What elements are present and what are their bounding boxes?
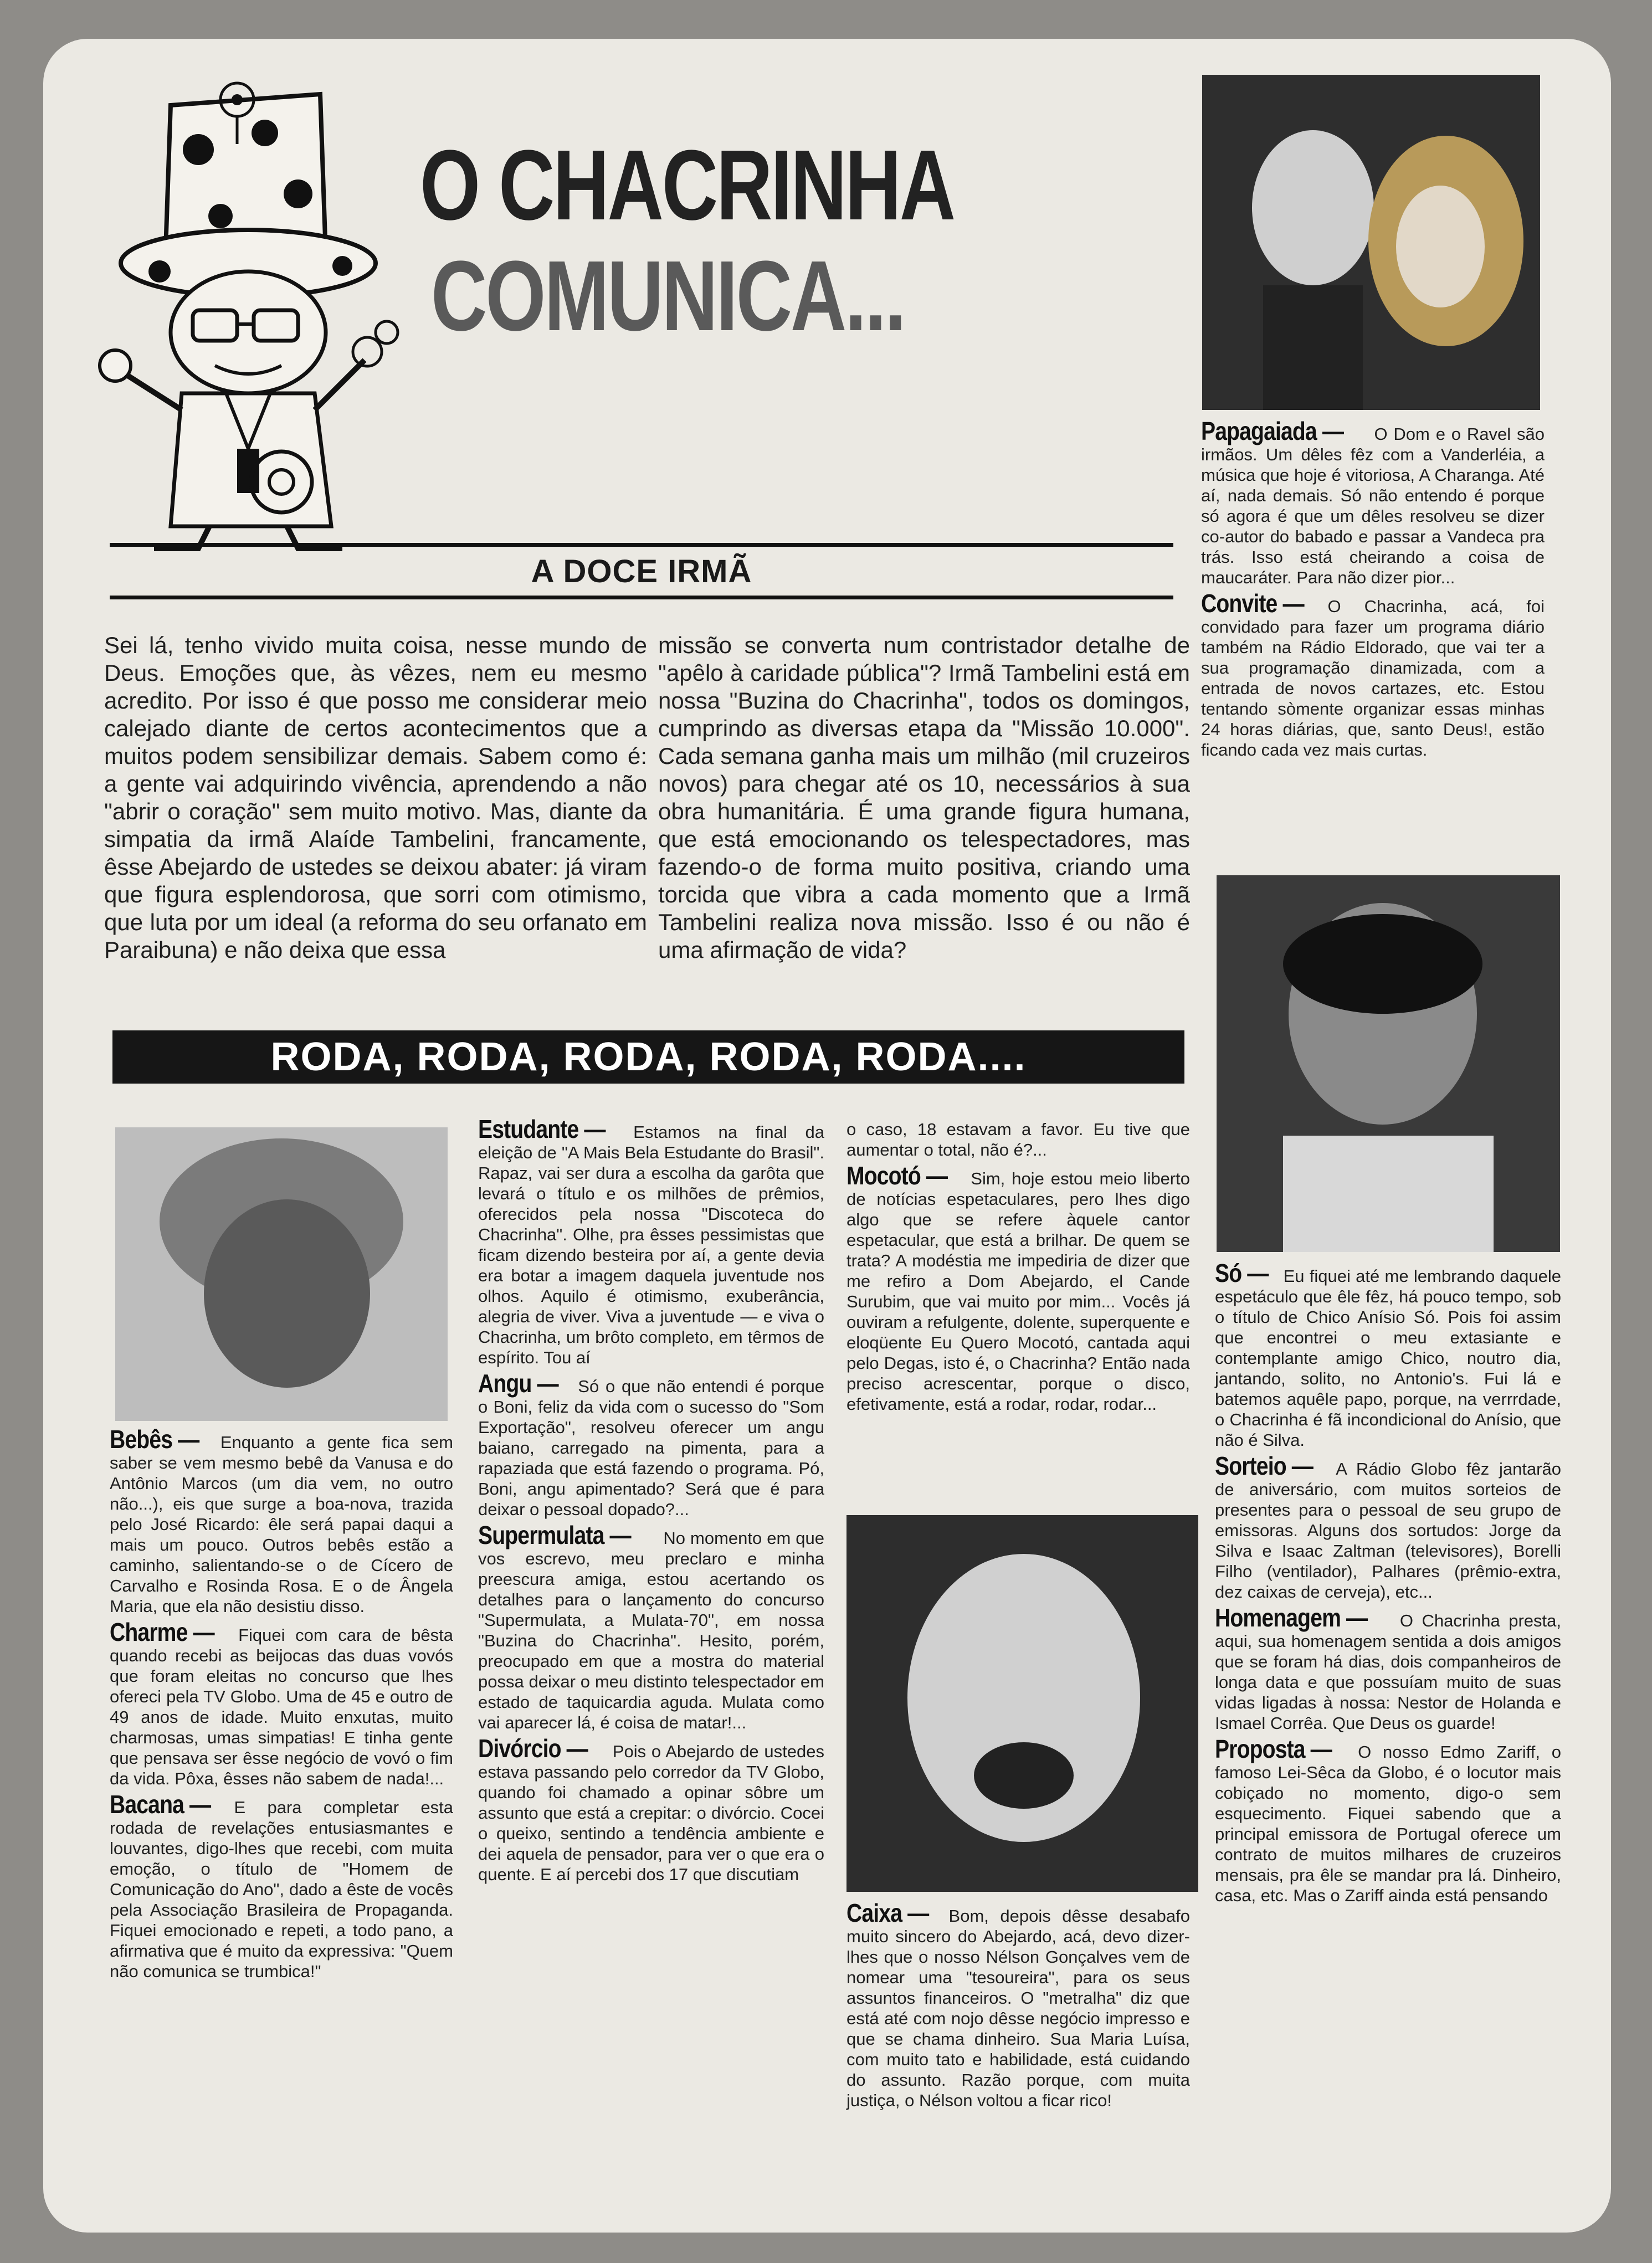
column-c-bottom: [846, 1898, 1190, 2116]
photo-placeholder-icon: [1202, 75, 1540, 410]
divorcio-continued-text: o caso, 18 estavam a favor. Eu tive que aumentar o total, não é?...: [846, 1120, 1190, 1159]
charme-text: Fiquei com cara de bêsta quando recebi as beijocas das duas vovós que foram eleitas no concurso que lhes ofereci pela TV Globo. Uma de 45 e outro de 49 anos de idade. Muito enxutas, muito charmosas, umas simpatias! E tinha gente que pensava ser êsse negócio de vovó o fim da vida. Pôxa, êsses não sabem de nada!...: [110, 1625, 453, 1788]
sorteio-heading: Sorteio —: [1215, 1451, 1314, 1480]
papagaiada-heading: Papagaiada —: [1201, 417, 1344, 445]
divorcio-heading: Divórcio —: [478, 1734, 588, 1763]
column-c-top: [846, 1119, 1190, 1420]
estudante-text: Estamos na final da eleição de "A Mais Bela Estudante do Brasil". Rapaz, vai ser dura a escolha da garôta que levará o título e os milhões de prêmios, oferecidos pela nossa "Discoteca do Chacrinha". Olhe, pra êsses pessimistas que ficam dizendo besteira por aí, a gente devia era botar a imagem daquela juventude nos olhos. Aquilo é otimismo, exuberância, alegria de viver. Viva a juventude — e viva o Chacrinha, um brôto completo, em têrmos de espírito. Tou aí: [478, 1122, 824, 1367]
photo-angela: [115, 1127, 448, 1421]
so-heading: Só —: [1215, 1259, 1269, 1287]
mocoto-text: Sim, hoje estou meio liberto de notícias espetaculares, pero lhes digo algo que se refere àquele cantor espetacular, que está a brilhar. De quem se trata? A modéstia me impediria de dizer que me refiro a Dom Abejardo, el Cande Surubim, que vai muito por mim... Vocês já ouviram a refulgente, dolente, superquente e eloqüente Eu Quero Mocotó, cantada aqui pelo Degas, isto é, o Chacrinha? Então nada preciso acrescentar, porque o disco, efetivamente, está a rodar, rodar, rodar...: [846, 1169, 1190, 1414]
bacana-text: E para completar esta rodada de revelações entusiasmantes e louvantes, digo-lhes que recebi, com muita emoção, o título de "Homem de Comunicação do Ano", dado a êste de vocês pela Associação Brasileira de Propaganda. Fiquei emocionado e repeti, a todo pano, a afirmativa que é muito da expressiva: "Quem não comunica se trumbica!": [110, 1798, 453, 1981]
column-b: [478, 1115, 824, 1890]
sorteio-text: A Rádio Globo fêz jantarão de aniversário, com muitos sorteios de presentes para o pessoal de seu grupo de emissoras. Alguns dos sortudos: Jorge da Silva e Isaac Zaltman (televisores), Borelli Filho (ventilador), Palhares (prêmio-extra, dez caixas de cerveja), etc...: [1215, 1459, 1561, 1602]
right-column-top: [1201, 417, 1545, 766]
column-a: [110, 1425, 453, 1987]
photo-placeholder-icon: [1217, 875, 1560, 1252]
bebes-text: Enquanto a gente fica sem saber se vem mesmo bebê da Vanusa e do Antônio Marcos (um dia vem, no outro não...), eis que surge a boa-nova, trazida pelo José Ricardo: êle será papai daqui a mais um pouco. Outros bebês estão a caminho, salientando-se o de Cícero de Carvalho e Rosinda Rosa. E o de Ângela Maria, que ela não desistiu disso.: [110, 1433, 453, 1616]
angu-heading: Angu —: [478, 1369, 558, 1398]
caixa-text: Bom, depois dêsse desabafo muito sincero do Abejardo, acá, devo dizer-lhes que o nosso Nélson Gonçalves vem de nomear uma "tesoureira", para os seus assuntos financeiros. O "metralha" diz que está até com nojo dêsse negócio impresso e que se chama dinheiro. Sua Maria Luísa, com muito tato e habilidade, está cuidando do assunto. Razão porque, com muita justiça, o Nélson voltou a ficar rico!: [846, 1906, 1190, 2110]
angu-text: Só o que não entendi é porque o Boni, feliz da vida com o sucesso do "Som Exportação", resolveu oferecer um angu baiano, carregado na pimenta, para a rapaziada que está fazendo o programa. Pó, Boni, angu apimentado? Será que é para deixar o pessoal dopado?...: [478, 1377, 824, 1519]
photo-dom-ravel: [1202, 75, 1540, 410]
photo-man-smiling: [846, 1515, 1198, 1892]
bebes-heading: Bebês —: [110, 1425, 199, 1454]
papagaiada-text: O Dom e o Ravel são irmãos. Um dêles fêz com a Vanderléia, a música que hoje é vitoriosa, A Charanga. Até aí, nada demais. Só não entendo é porque só agora é que um dêles resolveu se dizer co-autor do babado e passar a Vandeca pra trás. Isso está cheirando a coisa de maucaráter. Para não dizer pior...: [1201, 424, 1545, 587]
bottom-rule: [110, 596, 1173, 599]
page-title: [420, 130, 1105, 241]
section-heading-doce-irma: A DOCE IRMÃ: [531, 553, 752, 589]
caixa-heading: Caixa —: [846, 1898, 929, 1927]
charme-heading: Charme —: [110, 1618, 214, 1646]
title-line-2: COMUNICA...: [431, 240, 905, 352]
doce-col-1: Sei lá, tenho vivido muita coisa, nesse mundo de Deus. Emoções que, às vêzes, nem eu mesmo acredito. Por isso é que posso me considerar meio calejado diante de certos acontecimentos que a muitos podem sensibilizar demais. Sabem como é: a gente vai adquirindo vivência, aprendendo a não "abrir o coração" sem muito motivo. Mas, diante da simpatia da irmã Alaíde Tambelini, francamente, êsse Abejardo de ustedes se deixou abater: já viram que figura esplendorosa, que sorri com otimismo, que luta por um ideal (a reforma do seu orfanato em Paraibuna) e não deixa que essa: [104, 632, 647, 963]
title-line-1: O CHACRINHA: [420, 130, 955, 241]
doce-col-2: missão se converta num contristador detalhe de "apêlo à caridade pública"? Irmã Tambelini está em nossa "Buzina do Chacrinha", todos os domingos, cumprindo as diversas etapa da "Missão 10.000". Cada semana ganha mais um milhão (mil cruzeiros novos) para chegar até os 10, necessários à sua obra humanitária. É uma grande figura humana, que está emocionando os telespectadores, mas fazendo-o de forma muito positiva, criando uma torcida que vibra a cada momento que a Irmã Tambelini realiza nova missão. Isso é ou não é uma afirmação de vida?: [658, 632, 1190, 963]
proposta-heading: Proposta —: [1215, 1735, 1332, 1763]
bacana-heading: Bacana —: [110, 1790, 211, 1819]
photo-placeholder-icon: [846, 1515, 1198, 1892]
photo-chico-anisio: [1217, 875, 1560, 1252]
page-subtitle: [431, 240, 1038, 352]
photo-placeholder-icon: [115, 1127, 448, 1421]
estudante-heading: Estudante —: [478, 1115, 606, 1143]
proposta-text: O nosso Edmo Zariff, o famoso Lei-Sêca da Globo, é o locutor mais cobiçado no momento, digo-o sem esquecimento. Fiquei sabendo que a principal emissora de Portugal oferece um contrato de muitos milhares de cruzeiros mensais, pra êle se mandar pra lá. Dinheiro, casa, etc. Mas o Zariff ainda está pensando: [1215, 1742, 1561, 1905]
roda-banner: RODA, RODA, RODA, RODA, RODA....: [112, 1030, 1184, 1084]
right-column-bottom: [1215, 1259, 1561, 1911]
convite-text: O Chacrinha, acá, foi convidado para fazer um programa diário também na Rádio Eldorado, que vai ter a sua programação dinamizada, com a entrada de novos cartazes, etc. Estou tentando sòmente organizar essas minhas 24 horas diárias, que, santo Deus!, estão ficando cada vez mais curtas.: [1201, 597, 1545, 760]
top-rule: [110, 543, 1173, 547]
chacrinha-cartoon-illustration: [88, 72, 409, 560]
mocoto-heading: Mocotó —: [846, 1161, 948, 1190]
so-text: Eu fiquei até me lembrando daquele espetáculo que êle fêz, há pouco tempo, sob o título de Chico Anísio Só. Pois foi assim que encontrei o meu extasiante e contemplante amigo Chico, noutro dia, jantando, solito, no Antonio's. Fui lá e batemos aquêle papo, porque, na verrrdade, o Chacrinha é fã incondicional do Anísio, que não é Silva.: [1215, 1266, 1561, 1450]
supermulata-text: No momento em que vos escrevo, meu preclaro e minha preescura amiga, estou acertando os detalhes para o lançamento do concurso "Supermulata, a Mulata-70", em nossa "Buzina do Chacrinha". Hesito, porém, preocupado em que a mostra do material possa deixar o meu distinto telespectador em estado de taquicardia aguda. Mulata como vai aparecer lá, é coisa de matar!...: [478, 1528, 824, 1732]
homenagem-heading: Homenagem —: [1215, 1603, 1368, 1632]
divorcio-text: Pois o Abejardo de ustedes estava passando pelo corredor da TV Globo, quando foi chamado a opinar sôbre um assunto que está a crepitar: o divórcio. Cocei o queixo, sentindo a tendência ambiente e dei aquela de pensador, para ver o que era o quente. E aí percebi dos 17 que discutiam: [478, 1742, 824, 1884]
convite-heading: Convite —: [1201, 589, 1304, 618]
magazine-page: [43, 39, 1611, 2233]
homenagem-text: O Chacrinha presta, aqui, sua homenagem sentida a dois amigos que se foram há dias, dois companheiros de longa data e que possuíam muito de suas vidas ligadas à nossa: Nestor de Holanda e Ismael Corrêa. Que Deus os guarde!: [1215, 1611, 1561, 1733]
supermulata-heading: Supermulata —: [478, 1521, 631, 1549]
